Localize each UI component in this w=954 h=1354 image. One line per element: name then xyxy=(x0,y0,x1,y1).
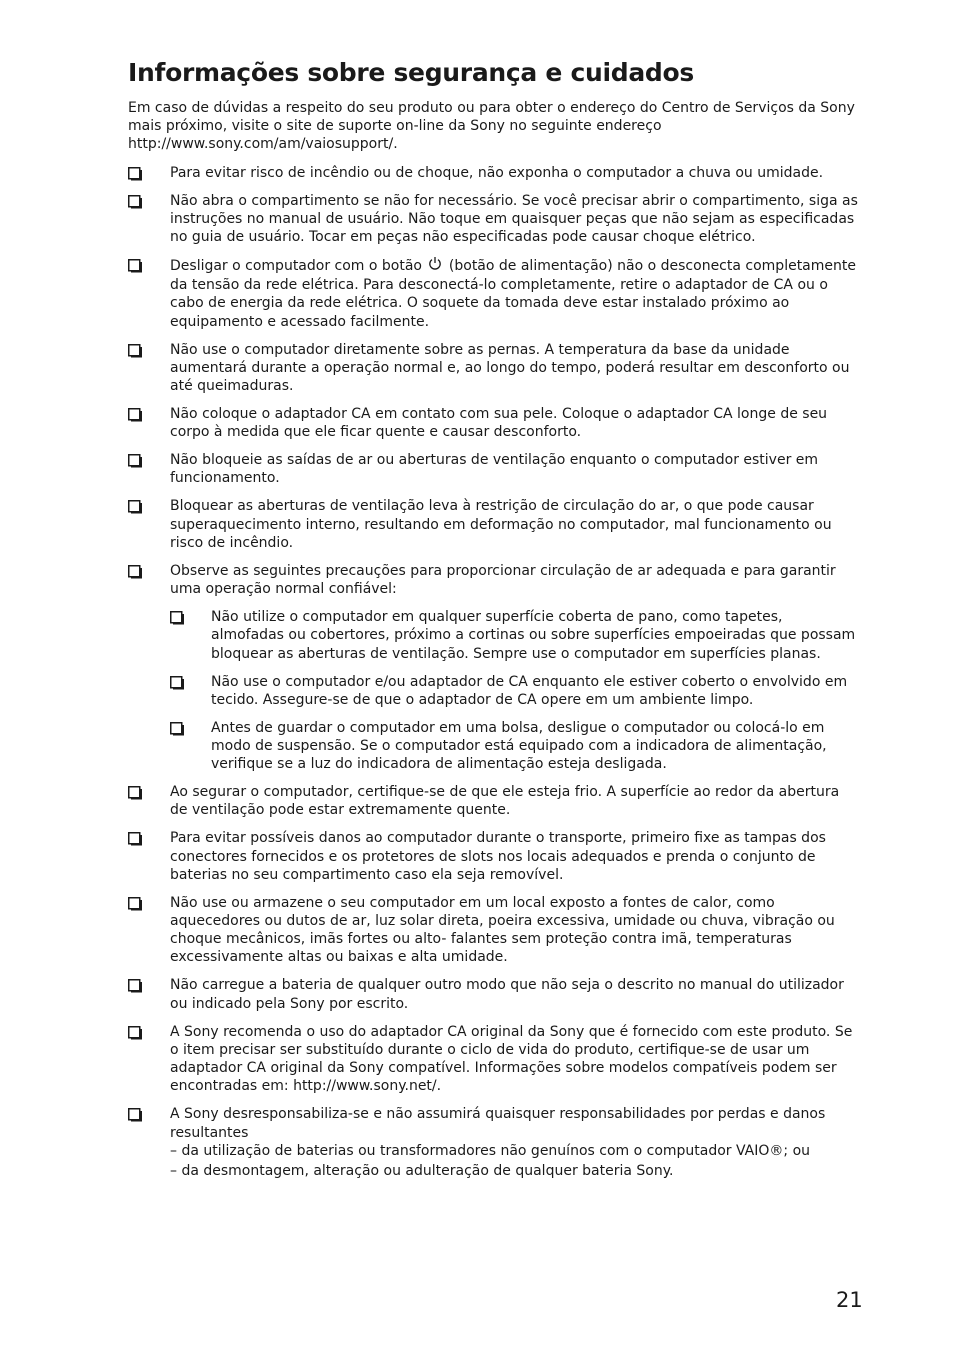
checkbox-bullet-icon xyxy=(128,500,141,513)
list-item-text: Não carregue a bateria de qualquer outro modo que não seja o descrito no manual do utilizador ou indicado pela Sony por escrito. xyxy=(170,977,844,1012)
checkbox-bullet-icon xyxy=(128,259,141,272)
list-item xyxy=(128,829,858,884)
sub-list-item-text: Não use o computador e/ou adaptador de CA enquanto ele estiver coberto o envolvido em tecido. Assegure-se de que o adaptador de CA opere em um ambiente limpo. xyxy=(211,673,848,708)
list-item-text: A Sony desresponsabiliza-se e não assumirá quaisquer responsabilidades por perdas e danos resultantes xyxy=(170,1106,826,1141)
list-item xyxy=(128,451,858,487)
list-item-text: Bloquear as aberturas de ventilação leva à restrição de circulação do ar, o que pode causar superaquecimento interno, resultando em deformação no computador, mal funcionamento ou risco de incêndio. xyxy=(170,498,832,551)
checkbox-bullet-icon xyxy=(128,832,141,845)
dash-line: – da utilização de baterias ou transformadores não genuínos com o computador VAIO®; ou xyxy=(170,1142,811,1159)
list-item-text: Observe as seguintes precauções para proporcionar circulação de ar adequada e para garantir uma operação normal confiável: xyxy=(170,562,836,598)
sub-list xyxy=(170,608,858,773)
list-item xyxy=(128,894,858,967)
dash-line: – da desmontagem, alteração ou adulteração de qualquer bateria Sony. xyxy=(170,1162,674,1179)
list-item xyxy=(128,562,858,774)
checkbox-bullet-icon xyxy=(128,408,141,421)
list-item xyxy=(128,1105,858,1180)
list-item-text: Não use o computador diretamente sobre as pernas. A temperatura da base da unidade aumentará durante a operação normal e, ao longo do tempo, poderá resultar em desconforto ou até queimaduras. xyxy=(170,341,850,395)
sub-list-item xyxy=(170,719,858,774)
sub-list-item xyxy=(170,673,858,709)
list-item-text: Não abra o compartimento se não for necessário. Se você precisar abrir o compartimento, siga as instruções no manual de usuário. Não toque em quaisquer peças que não sejam as especificadas no guia de usuário. Tocar em peças não especificadas pode causar choque elétrico. xyxy=(170,192,858,246)
list-item-text: Para evitar risco de incêndio ou de choque, não exponha o computador a chuva ou umidade. xyxy=(170,164,824,181)
list-item-text: Ao segurar o computador, certifique-se de que ele esteja frio. A superfície ao redor da abertura de ventilação pode estar extremamente quente. xyxy=(170,784,840,819)
page-title: Informações sobre segurança e cuidados xyxy=(128,58,694,87)
intro-paragraph: Em caso de dúvidas a respeito do seu produto ou para obter o endereço do Centro de Serviços da Sony mais próximo, visite o site de suporte on-line da Sony no seguinte endereço http://www.sony.com/am/vaiosupport/. xyxy=(128,100,855,153)
checkbox-bullet-icon xyxy=(170,722,183,735)
checkbox-bullet-icon xyxy=(128,454,141,467)
page-number: 21 xyxy=(836,1288,863,1312)
list-item-text: Não coloque o adaptador CA em contato com sua pele. Coloque o adaptador CA longe de seu corpo à medida que ele ficar quente e causar desconforto. xyxy=(170,406,828,441)
checkbox-bullet-icon xyxy=(128,167,141,180)
checkbox-bullet-icon xyxy=(128,897,141,910)
checkbox-bullet-icon xyxy=(128,1108,141,1121)
list-item xyxy=(128,341,858,396)
list-item xyxy=(128,164,858,182)
sub-list-item-text: Antes de guardar o computador em uma bolsa, desligue o computador ou colocá-lo em modo de suspensão. Se o computador está equipado com a indicadora de alimentação, verifique se a luz do indicadora de alimentação esteja desligada. xyxy=(211,719,827,773)
checkbox-bullet-icon xyxy=(170,611,183,624)
list-item-text: Não bloqueie as saídas de ar ou aberturas de ventilação enquanto o computador estiver em funcionamento. xyxy=(170,452,819,487)
checkbox-bullet-icon xyxy=(128,1026,141,1039)
document-page xyxy=(128,58,858,1190)
checkbox-bullet-icon xyxy=(128,565,141,578)
list-item-text: A Sony recomenda o uso do adaptador CA original da Sony que é fornecido com este produto. Se o item precisar ser substituído durante o ciclo de vida do produto, certifique-se de usar um adaptador CA original da Sony compatível. Informações sobre modelos compatíveis podem ser encontradas em: http://www.sony.net/. xyxy=(170,1023,853,1095)
list-item xyxy=(128,497,858,552)
list-item xyxy=(128,405,858,441)
checkbox-bullet-icon xyxy=(170,676,183,689)
list-item-text: Para evitar possíveis danos ao computador durante o transporte, primeiro fixe as tampas dos conectores fornecidos e os protetores de slots nos locais adequados e prenda o conjunto de baterias no seu compartimento caso ela seja removível. xyxy=(170,830,826,883)
checkbox-bullet-icon xyxy=(128,195,141,208)
list-item xyxy=(128,256,858,331)
list-item xyxy=(128,783,858,819)
list-item xyxy=(128,1023,858,1096)
list-item xyxy=(128,192,858,247)
sub-list-item xyxy=(170,608,858,663)
list-item xyxy=(128,976,858,1012)
safety-list xyxy=(128,164,858,1181)
sub-list-item-text: Não utilize o computador em qualquer superfície coberta de pano, como tapetes, almofadas ou cobertores, próximo a cortinas ou sobre superfícies empoeiradas que possam bloquear as aberturas de ventilação. Sempre use o computador em superfícies planas. xyxy=(211,609,856,662)
list-item-text: Não use ou armazene o seu computador em um local exposto a fontes de calor, como aquecedores ou dutos de ar, luz solar direta, poeira excessiva, umidade ou chuva, vibração ou choque mecânicos, imãs fortes ou alto- falantes sem proteção contra imã, temperaturas excessivamente altas ou baixas e alta umidade. xyxy=(170,894,835,966)
power-icon xyxy=(428,256,442,276)
checkbox-bullet-icon xyxy=(128,786,141,799)
list-item-text-before: Desligar o computador com o botão xyxy=(170,258,422,275)
checkbox-bullet-icon xyxy=(128,344,141,357)
checkbox-bullet-icon xyxy=(128,979,141,992)
list-item-text-after: (botão de alimentação) não o desconecta completamente da tensão da rede elétrica. Para desconectá-lo completamente, retire o adaptador de CA ou o cabo de energia da rede elétrica. O soquete da tomada deve estar instalado próximo ao equipamento e acessado facilmente. xyxy=(170,258,856,330)
